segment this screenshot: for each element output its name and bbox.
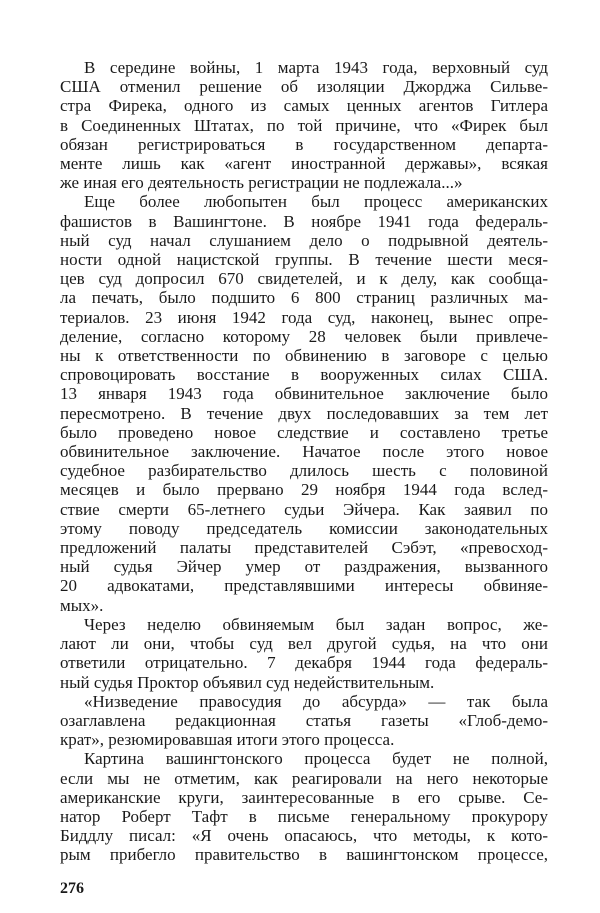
paragraph — [60, 58, 548, 192]
text-line: ствие смерти 65-летнего судьи Эйчера. Как заявил по — [60, 499, 548, 519]
text-line: в Соединенных Штатах, по той причине, что «Фирек был — [60, 115, 548, 135]
paragraph — [60, 615, 548, 692]
text-line: В середине войны, 1 марта 1943 года, верховный суд — [84, 58, 548, 77]
text-line: ный судья Проктор объявил суд недействительным. — [60, 672, 435, 692]
text-line: мых». — [60, 595, 104, 615]
text-line: фашистов в Вашингтоне. В ноябре 1941 года федераль- — [60, 211, 548, 231]
paragraph — [60, 749, 548, 864]
text-line: 20 адвокатами, представлявшими интересы обвиняе- — [60, 576, 548, 596]
text-line: 13 января 1943 года обвинительное заключение было — [60, 384, 548, 404]
text-line: Биддлу писал: «Я очень опасаюсь, что методы, к кото- — [60, 826, 548, 846]
text-line: США отменил решение об изоляции Джорджа Сильве- — [60, 77, 548, 97]
text-line: пересмотрено. В течение двух последовавших за тем лет — [60, 403, 548, 423]
text-line: Еще более любопытен был процесс американских — [84, 192, 548, 212]
paragraph — [60, 192, 548, 614]
text-line: месяцев и было прервано 29 ноября 1944 года вслед- — [60, 480, 548, 500]
text-line: ны к ответственности по обвинению в заговоре с целью — [60, 346, 548, 366]
text-line: Картина вашингтонского процесса будет не полной, — [84, 749, 548, 769]
text-line: менте лишь как «агент иностранной державы», всякая — [60, 154, 548, 174]
page-body — [60, 0, 548, 899]
text-line: же иная его деятельность регистрации не подлежала...» — [60, 173, 463, 193]
text-line: обязан регистрироваться в государственном департа- — [60, 134, 548, 154]
page-text — [60, 58, 548, 865]
text-line: судебное разбирательство длилось шесть с половиной — [60, 461, 548, 481]
text-line: натор Роберт Тафт в письме генеральному прокурору — [60, 806, 548, 826]
text-line: было проведено новое следствие и составлено третье — [60, 422, 548, 442]
text-line: стра Фирека, одного из самых ценных агентов Гитлера — [60, 96, 548, 116]
text-line: Через неделю обвиняемым был задан вопрос, же- — [84, 614, 548, 634]
text-line: «Низведение правосудия до абсурда» — так была — [84, 691, 548, 711]
page-number: 276 — [60, 879, 84, 897]
paragraph — [60, 692, 548, 750]
text-line: ла печать, было подшито 6 800 страниц различных ма- — [60, 288, 548, 308]
text-line: ответили отрицательно. 7 декабря 1944 года федераль- — [60, 653, 548, 673]
text-line: спровоцировать восстание в вооруженных силах США. — [60, 365, 548, 385]
text-line: рым прибегло правительство в вашингтонском процессе, — [60, 845, 548, 865]
text-line: ный суд начал слушанием дело о подрывной деятель- — [60, 230, 548, 250]
text-line: предложений палаты представителей Сэбэт, «превосход- — [60, 538, 548, 558]
text-line: териалов. 23 июня 1942 года суд, наконец, вынес опре- — [60, 307, 548, 327]
text-line: крат», резюмировавшая итоги этого процесса. — [60, 730, 395, 750]
text-line: обвинительное заключение. Начатое после этого новое — [60, 442, 548, 462]
text-line: озаглавлена редакционная статья газеты «Глоб-демо- — [60, 710, 548, 730]
text-line: ный судья Эйчер умер от раздражения, вызванного — [60, 557, 548, 577]
text-line: цев суд допросил 670 свидетелей, и к делу, как сообща- — [60, 269, 548, 289]
text-line: ности одной нацистской группы. В течение шести меся- — [60, 250, 548, 270]
text-line: лают ли они, чтобы суд вел другой судья, на что они — [60, 634, 548, 654]
text-line: деление, согласно которому 28 человек были привлече- — [60, 326, 548, 346]
text-line: этому поводу председатель комиссии законодательных — [60, 518, 548, 538]
text-line: если мы не отметим, как реагировали на него некоторые — [60, 768, 548, 788]
text-line: американские круги, заинтересованные в его срыве. Се- — [60, 787, 548, 807]
